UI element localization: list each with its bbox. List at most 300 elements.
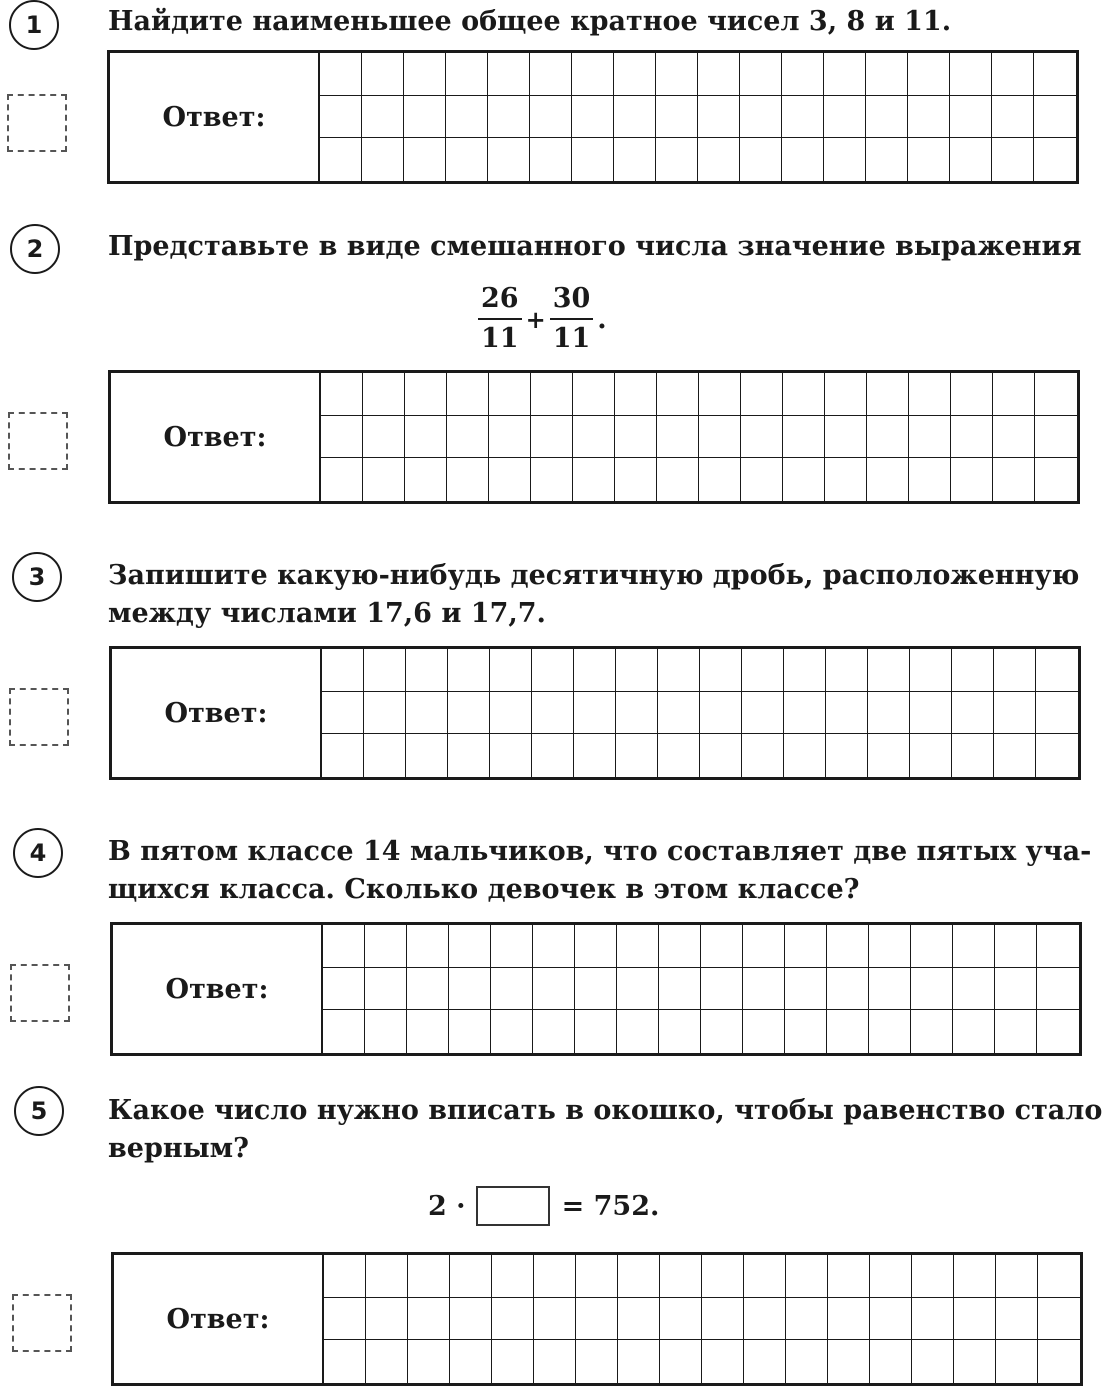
answer-cell[interactable] — [867, 458, 909, 501]
answer-cell[interactable] — [660, 1340, 702, 1383]
answer-cell[interactable] — [324, 1298, 366, 1341]
answer-cell[interactable] — [783, 458, 825, 501]
answer-box-2 — [108, 370, 1080, 504]
answer-cell[interactable] — [574, 734, 616, 777]
answer-cell[interactable] — [702, 1340, 744, 1383]
answer-cell[interactable] — [491, 925, 533, 968]
answer-cell[interactable] — [869, 968, 911, 1011]
question-number-5: 5 — [14, 1086, 64, 1136]
answer-cell[interactable] — [324, 1255, 366, 1298]
answer-cell[interactable] — [954, 1298, 996, 1341]
answer-cell[interactable] — [743, 968, 785, 1011]
answer-cell[interactable] — [911, 968, 953, 1011]
answer-cell[interactable] — [951, 373, 993, 416]
answer-cell[interactable] — [616, 734, 658, 777]
answer-cell[interactable] — [614, 138, 656, 181]
answer-cell[interactable] — [869, 1010, 911, 1053]
answer-cell[interactable] — [321, 458, 363, 501]
answer-cell[interactable] — [364, 692, 406, 735]
answer-cell[interactable] — [618, 1340, 660, 1383]
answer-cell[interactable] — [492, 1340, 534, 1383]
answer-cell[interactable] — [784, 649, 826, 692]
answer-cell[interactable] — [407, 1010, 449, 1053]
answer-cell[interactable] — [405, 416, 447, 459]
answer-cell[interactable] — [786, 1255, 828, 1298]
answer-cell[interactable] — [954, 1340, 996, 1383]
answer-cell[interactable] — [908, 138, 950, 181]
answer-cell[interactable] — [321, 373, 363, 416]
answer-cell[interactable] — [446, 96, 488, 139]
answer-cell[interactable] — [953, 968, 995, 1011]
answer-cell[interactable] — [784, 734, 826, 777]
answer-cell[interactable] — [825, 416, 867, 459]
answer-cell[interactable] — [785, 968, 827, 1011]
answer-cell[interactable] — [656, 138, 698, 181]
answer-cell[interactable] — [405, 458, 447, 501]
answer-cell[interactable] — [659, 968, 701, 1011]
answer-cell[interactable] — [952, 649, 994, 692]
answer-cell[interactable] — [870, 1255, 912, 1298]
answer-cell[interactable] — [909, 373, 951, 416]
score-box-4[interactable] — [10, 964, 70, 1022]
answer-cell[interactable] — [450, 1298, 492, 1341]
answer-cell[interactable] — [489, 458, 531, 501]
answer-cell[interactable] — [1035, 373, 1077, 416]
answer-cell[interactable] — [698, 96, 740, 139]
question-4-line-2: щихся класса. Сколько девочек в этом классе? — [108, 874, 860, 905]
answer-cell[interactable] — [992, 96, 1034, 139]
answer-cell[interactable] — [950, 96, 992, 139]
answer-cell[interactable] — [362, 96, 404, 139]
equation-right: = 752. — [561, 1190, 660, 1222]
answer-cell[interactable] — [615, 416, 657, 459]
answer-cell[interactable] — [657, 373, 699, 416]
answer-cell[interactable] — [408, 1298, 450, 1341]
answer-cell[interactable] — [743, 925, 785, 968]
answer-cell[interactable] — [365, 1010, 407, 1053]
answer-cell[interactable] — [828, 1340, 870, 1383]
answer-cell[interactable] — [1036, 734, 1078, 777]
answer-cell[interactable] — [993, 416, 1035, 459]
answer-cell[interactable] — [366, 1298, 408, 1341]
answer-cell[interactable] — [533, 968, 575, 1011]
answer-cell[interactable] — [698, 138, 740, 181]
score-box-2[interactable] — [8, 412, 68, 470]
answer-cell[interactable] — [656, 53, 698, 96]
question-5-line-1: Какое число нужно вписать в окошко, чтобы равенство стало — [108, 1095, 1103, 1126]
answer-cell[interactable] — [320, 138, 362, 181]
answer-cell[interactable] — [867, 416, 909, 459]
answer-cell[interactable] — [363, 416, 405, 459]
answer-cell[interactable] — [740, 96, 782, 139]
answer-cell[interactable] — [363, 373, 405, 416]
answer-cell[interactable] — [1038, 1340, 1080, 1383]
answer-cell[interactable] — [953, 1010, 995, 1053]
answer-cell[interactable] — [741, 373, 783, 416]
answer-cell[interactable] — [950, 138, 992, 181]
answer-cell[interactable] — [658, 649, 700, 692]
answer-cell[interactable] — [996, 1255, 1038, 1298]
answer-cell[interactable] — [995, 1010, 1037, 1053]
answer-cell[interactable] — [658, 692, 700, 735]
answer-cell[interactable] — [827, 1010, 869, 1053]
question-5-line-2: верным? — [108, 1133, 249, 1164]
answer-cell[interactable] — [615, 373, 657, 416]
answer-cell[interactable] — [1038, 1298, 1080, 1341]
answer-cell[interactable] — [785, 925, 827, 968]
answer-cell[interactable] — [575, 1010, 617, 1053]
answer-cell[interactable] — [449, 1010, 491, 1053]
answer-cell[interactable] — [489, 373, 531, 416]
answer-cell[interactable] — [532, 734, 574, 777]
answer-cell[interactable] — [659, 1010, 701, 1053]
answer-cell[interactable] — [911, 925, 953, 968]
answer-cell[interactable] — [660, 1298, 702, 1341]
answer-cell[interactable] — [532, 692, 574, 735]
answer-cell[interactable] — [826, 734, 868, 777]
answer-cell[interactable] — [866, 53, 908, 96]
answer-cell[interactable] — [615, 458, 657, 501]
answer-cell[interactable] — [825, 458, 867, 501]
answer-cell[interactable] — [868, 649, 910, 692]
answer-cell[interactable] — [534, 1340, 576, 1383]
answer-cell[interactable] — [533, 925, 575, 968]
answer-grid-5[interactable] — [324, 1255, 1080, 1383]
answer-cell[interactable] — [1038, 1255, 1080, 1298]
answer-cell[interactable] — [533, 1010, 575, 1053]
answer-cell[interactable] — [530, 138, 572, 181]
answer-cell[interactable] — [320, 53, 362, 96]
answer-cell[interactable] — [912, 1255, 954, 1298]
answer-label-3: Ответ: — [112, 649, 322, 777]
answer-cell[interactable] — [447, 416, 489, 459]
answer-cell[interactable] — [700, 649, 742, 692]
answer-cell[interactable] — [701, 925, 743, 968]
answer-cell[interactable] — [324, 1340, 366, 1383]
answer-cell[interactable] — [742, 649, 784, 692]
answer-cell[interactable] — [449, 968, 491, 1011]
answer-cell[interactable] — [824, 96, 866, 139]
answer-cell[interactable] — [364, 649, 406, 692]
answer-cell[interactable] — [699, 373, 741, 416]
answer-cell[interactable] — [700, 692, 742, 735]
answer-cell[interactable] — [698, 53, 740, 96]
answer-cell[interactable] — [700, 734, 742, 777]
answer-cell[interactable] — [1037, 1010, 1079, 1053]
answer-cell[interactable] — [1034, 138, 1076, 181]
answer-cell[interactable] — [322, 692, 364, 735]
answer-cell[interactable] — [574, 692, 616, 735]
answer-cell[interactable] — [702, 1298, 744, 1341]
answer-box-5 — [111, 1252, 1083, 1386]
answer-cell[interactable] — [825, 373, 867, 416]
answer-cell[interactable] — [531, 416, 573, 459]
answer-cell[interactable] — [404, 138, 446, 181]
answer-cell[interactable] — [488, 138, 530, 181]
answer-cell[interactable] — [824, 138, 866, 181]
answer-cell[interactable] — [868, 692, 910, 735]
answer-cell[interactable] — [994, 734, 1036, 777]
answer-cell[interactable] — [786, 1298, 828, 1341]
answer-cell[interactable] — [828, 1298, 870, 1341]
answer-cell[interactable] — [657, 416, 699, 459]
answer-cell[interactable] — [490, 649, 532, 692]
answer-cell[interactable] — [492, 1298, 534, 1341]
answer-grid-1[interactable] — [320, 53, 1076, 181]
answer-cell[interactable] — [699, 458, 741, 501]
answer-cell[interactable] — [490, 734, 532, 777]
answer-cell[interactable] — [448, 692, 490, 735]
answer-cell[interactable] — [321, 416, 363, 459]
answer-cell[interactable] — [1036, 692, 1078, 735]
answer-cell[interactable] — [574, 649, 616, 692]
answer-cell[interactable] — [743, 1010, 785, 1053]
answer-cell[interactable] — [1037, 968, 1079, 1011]
answer-cell[interactable] — [364, 734, 406, 777]
answer-cell[interactable] — [532, 649, 574, 692]
answer-cell[interactable] — [490, 692, 532, 735]
answer-cell[interactable] — [447, 458, 489, 501]
answer-cell[interactable] — [995, 925, 1037, 968]
answer-cell[interactable] — [994, 649, 1036, 692]
answer-cell[interactable] — [618, 1298, 660, 1341]
answer-cell[interactable] — [365, 925, 407, 968]
answer-cell[interactable] — [322, 649, 364, 692]
answer-cell[interactable] — [617, 1010, 659, 1053]
answer-cell[interactable] — [575, 925, 617, 968]
answer-cell[interactable] — [786, 1340, 828, 1383]
answer-cell[interactable] — [993, 373, 1035, 416]
answer-cell[interactable] — [782, 138, 824, 181]
answer-cell[interactable] — [447, 373, 489, 416]
answer-cell[interactable] — [701, 1010, 743, 1053]
answer-cell[interactable] — [826, 649, 868, 692]
answer-cell[interactable] — [952, 692, 994, 735]
answer-cell[interactable] — [910, 734, 952, 777]
question-number-2: 2 — [10, 224, 60, 274]
answer-cell[interactable] — [449, 925, 491, 968]
answer-cell[interactable] — [614, 96, 656, 139]
answer-cell[interactable] — [1037, 925, 1079, 968]
answer-cell[interactable] — [446, 53, 488, 96]
answer-cell[interactable] — [573, 458, 615, 501]
answer-cell[interactable] — [656, 96, 698, 139]
answer-cell[interactable] — [573, 373, 615, 416]
answer-cell[interactable] — [869, 925, 911, 968]
answer-cell[interactable] — [576, 1298, 618, 1341]
question-2-text — [108, 228, 1088, 266]
answer-cell[interactable] — [362, 138, 404, 181]
answer-cell[interactable] — [450, 1340, 492, 1383]
answer-cell[interactable] — [1036, 649, 1078, 692]
answer-cell[interactable] — [365, 968, 407, 1011]
answer-cell[interactable] — [951, 458, 993, 501]
answer-cell[interactable] — [407, 925, 449, 968]
answer-cell[interactable] — [828, 1255, 870, 1298]
answer-cell[interactable] — [446, 138, 488, 181]
answer-grid-3[interactable] — [322, 649, 1078, 777]
answer-cell[interactable] — [572, 96, 614, 139]
answer-cell[interactable] — [323, 925, 365, 968]
answer-cell[interactable] — [450, 1255, 492, 1298]
answer-cell[interactable] — [870, 1340, 912, 1383]
answer-cell[interactable] — [406, 649, 448, 692]
answer-cell[interactable] — [614, 53, 656, 96]
answer-cell[interactable] — [616, 692, 658, 735]
answer-cell[interactable] — [659, 925, 701, 968]
fraction-1-denominator: 11 — [481, 323, 519, 354]
answer-cell[interactable] — [489, 416, 531, 459]
answer-cell[interactable] — [408, 1255, 450, 1298]
answer-cell[interactable] — [363, 458, 405, 501]
answer-cell[interactable] — [491, 1010, 533, 1053]
answer-cell[interactable] — [702, 1255, 744, 1298]
answer-cell[interactable] — [573, 416, 615, 459]
answer-grid-2[interactable] — [321, 373, 1077, 501]
answer-cell[interactable] — [1035, 458, 1077, 501]
answer-label-1: Ответ: — [110, 53, 320, 181]
answer-cell[interactable] — [740, 138, 782, 181]
answer-cell[interactable] — [701, 968, 743, 1011]
answer-cell[interactable] — [910, 692, 952, 735]
answer-cell[interactable] — [1035, 416, 1077, 459]
answer-cell[interactable] — [996, 1340, 1038, 1383]
answer-cell[interactable] — [868, 734, 910, 777]
answer-cell[interactable] — [531, 458, 573, 501]
answer-cell[interactable] — [785, 1010, 827, 1053]
answer-cell[interactable] — [783, 373, 825, 416]
answer-cell[interactable] — [323, 968, 365, 1011]
answer-cell[interactable] — [407, 968, 449, 1011]
answer-cell[interactable] — [996, 1298, 1038, 1341]
answer-cell[interactable] — [618, 1255, 660, 1298]
answer-cell[interactable] — [534, 1255, 576, 1298]
answer-cell[interactable] — [910, 649, 952, 692]
answer-cell[interactable] — [784, 692, 826, 735]
answer-cell[interactable] — [908, 96, 950, 139]
answer-cell[interactable] — [951, 416, 993, 459]
answer-cell[interactable] — [492, 1255, 534, 1298]
answer-cell[interactable] — [992, 53, 1034, 96]
answer-cell[interactable] — [741, 416, 783, 459]
answer-cell[interactable] — [491, 968, 533, 1011]
answer-cell[interactable] — [404, 96, 446, 139]
answer-cell[interactable] — [323, 1010, 365, 1053]
answer-grid-4[interactable] — [323, 925, 1079, 1053]
answer-cell[interactable] — [1034, 96, 1076, 139]
answer-cell[interactable] — [993, 458, 1035, 501]
answer-cell[interactable] — [742, 734, 784, 777]
answer-cell[interactable] — [782, 53, 824, 96]
answer-cell[interactable] — [406, 692, 448, 735]
fraction-2-numerator: 30 — [550, 283, 594, 320]
answer-cell[interactable] — [660, 1255, 702, 1298]
answer-cell[interactable] — [322, 734, 364, 777]
answer-cell[interactable] — [572, 138, 614, 181]
score-box-3[interactable] — [9, 688, 69, 746]
answer-cell[interactable] — [531, 373, 573, 416]
answer-cell[interactable] — [320, 96, 362, 139]
answer-cell[interactable] — [866, 96, 908, 139]
answer-cell[interactable] — [827, 968, 869, 1011]
answer-cell[interactable] — [950, 53, 992, 96]
answer-cell[interactable] — [744, 1340, 786, 1383]
answer-cell[interactable] — [576, 1255, 618, 1298]
answer-cell[interactable] — [953, 925, 995, 968]
answer-cell[interactable] — [405, 373, 447, 416]
answer-cell[interactable] — [408, 1340, 450, 1383]
answer-cell[interactable] — [575, 968, 617, 1011]
answer-cell[interactable] — [617, 925, 659, 968]
answer-box-1 — [107, 50, 1079, 184]
score-box-1[interactable] — [7, 94, 67, 152]
answer-cell[interactable] — [995, 968, 1037, 1011]
answer-cell[interactable] — [1034, 53, 1076, 96]
answer-cell[interactable] — [870, 1298, 912, 1341]
answer-cell[interactable] — [572, 53, 614, 96]
answer-cell[interactable] — [912, 1340, 954, 1383]
answer-cell[interactable] — [908, 53, 950, 96]
answer-cell[interactable] — [866, 138, 908, 181]
equation-left: 2 · — [428, 1190, 466, 1222]
answer-cell[interactable] — [658, 734, 700, 777]
answer-cell[interactable] — [448, 649, 490, 692]
answer-cell[interactable] — [827, 925, 869, 968]
answer-cell[interactable] — [740, 53, 782, 96]
answer-cell[interactable] — [867, 373, 909, 416]
answer-cell[interactable] — [826, 692, 868, 735]
answer-cell[interactable] — [657, 458, 699, 501]
question-4-line-1: В пятом классе 14 мальчиков, что составляет две пятых уча- — [108, 836, 1092, 867]
answer-cell[interactable] — [912, 1298, 954, 1341]
answer-cell[interactable] — [954, 1255, 996, 1298]
question-2-line-1: Представьте в виде смешанного числа значение выражения — [108, 231, 1082, 262]
answer-cell[interactable] — [366, 1340, 408, 1383]
answer-cell[interactable] — [992, 138, 1034, 181]
question-number-1: 1 — [9, 0, 59, 50]
answer-cell[interactable] — [994, 692, 1036, 735]
question-1-text — [108, 3, 1088, 41]
answer-cell[interactable] — [362, 53, 404, 96]
answer-cell[interactable] — [699, 416, 741, 459]
answer-cell[interactable] — [488, 96, 530, 139]
answer-cell[interactable] — [617, 968, 659, 1011]
answer-cell[interactable] — [530, 53, 572, 96]
answer-cell[interactable] — [576, 1340, 618, 1383]
answer-cell[interactable] — [366, 1255, 408, 1298]
answer-cell[interactable] — [404, 53, 446, 96]
answer-cell[interactable] — [616, 649, 658, 692]
answer-cell[interactable] — [909, 458, 951, 501]
answer-cell[interactable] — [744, 1255, 786, 1298]
answer-cell[interactable] — [488, 53, 530, 96]
answer-cell[interactable] — [911, 1010, 953, 1053]
answer-cell[interactable] — [744, 1298, 786, 1341]
answer-cell[interactable] — [783, 416, 825, 459]
answer-cell[interactable] — [741, 458, 783, 501]
answer-cell[interactable] — [448, 734, 490, 777]
answer-cell[interactable] — [534, 1298, 576, 1341]
answer-cell[interactable] — [782, 96, 824, 139]
answer-cell[interactable] — [742, 692, 784, 735]
score-box-5[interactable] — [12, 1294, 72, 1352]
equation-blank-box — [476, 1186, 550, 1226]
answer-cell[interactable] — [909, 416, 951, 459]
answer-cell[interactable] — [824, 53, 866, 96]
answer-cell[interactable] — [530, 96, 572, 139]
answer-cell[interactable] — [952, 734, 994, 777]
answer-cell[interactable] — [406, 734, 448, 777]
